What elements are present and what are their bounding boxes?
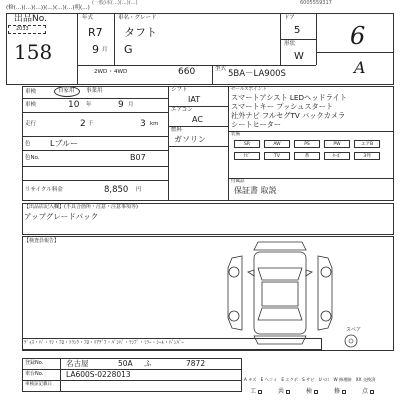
- sales-point-line4: シートヒーター: [231, 120, 282, 129]
- header-top-text: (一般)本(…)(…)(…): [92, 0, 138, 6]
- car-grade: G: [124, 43, 133, 56]
- equipment-chip: 革: [294, 152, 320, 160]
- color-code-label: 色No.: [25, 155, 40, 161]
- footer-box-label: 修: [334, 388, 341, 395]
- shape-label: 形状: [284, 41, 296, 47]
- header-top-right-number: 6005559317: [300, 0, 332, 6]
- interior-grade-value: A: [354, 58, 366, 77]
- registration-label2: 車台No.: [25, 371, 44, 377]
- year-era-value: R7: [88, 26, 103, 39]
- footer-checkbox: [286, 390, 290, 394]
- color-label: 色: [25, 141, 31, 147]
- drive-2wd: 2WD: [94, 69, 108, 75]
- year-label: 年式: [82, 15, 94, 21]
- year-month-unit: 月: [102, 47, 108, 53]
- inspection-year-unit: 年: [86, 102, 92, 108]
- mileage-value-a: 2: [80, 119, 86, 129]
- displacement-value: 660: [178, 67, 196, 77]
- mileage-unit-b: km: [150, 121, 159, 127]
- registration-chassis: LA600S-0228013: [66, 370, 131, 379]
- recycle-unit: 円: [136, 187, 142, 193]
- year-month-value: 9: [92, 43, 99, 56]
- color-value: Lブルー: [50, 139, 79, 148]
- sales-point-label: セールスポイント: [231, 87, 267, 92]
- fuel-value: ガソリン: [174, 135, 206, 144]
- doors-label: ドア: [284, 15, 295, 21]
- inspection-option-a: 自家用: [58, 88, 75, 94]
- equipment-chip: ﾀｰﾎﾞ: [324, 152, 350, 160]
- inspection-sub-label: 車検: [25, 102, 37, 108]
- footer-box-label: 共: [278, 388, 285, 395]
- fuel-label: 燃料: [171, 127, 183, 133]
- car-label: 車名・グレード: [118, 15, 157, 21]
- footer-checkbox: [370, 390, 374, 394]
- footer-checkbox: [342, 390, 346, 394]
- equipment-chip: 3列: [354, 152, 380, 160]
- model-label: 型式: [215, 66, 227, 72]
- footer-box-label: 点: [362, 388, 369, 395]
- score-value: 6: [350, 22, 366, 50]
- equipment-chip: ﾅﾋﾞ: [234, 152, 260, 160]
- spare-label: スペア: [346, 327, 362, 333]
- footer-box-label: 検: [306, 388, 313, 395]
- equipment-chip: PW: [324, 140, 350, 148]
- registration-area: 名古屋: [66, 359, 89, 368]
- footer-box-label: 工: [250, 388, 257, 395]
- equipment-chip: PS: [294, 140, 320, 148]
- color-code-value: B07: [130, 153, 146, 162]
- doors-value: 5: [294, 25, 301, 36]
- registration-class: 50A: [118, 359, 133, 368]
- drive-4wd: 4WD: [114, 69, 128, 75]
- equipment-chip: TV: [264, 152, 290, 160]
- equipment-chip: エアB: [354, 140, 380, 148]
- inspection-label: 車検: [25, 89, 37, 95]
- inspection-option-b: 事業用: [86, 88, 103, 94]
- car-name: タフト: [124, 26, 157, 39]
- lot-small-number: 2033: [16, 26, 29, 32]
- footer-checkbox: [258, 390, 262, 394]
- spare-tire-icon: [344, 334, 358, 348]
- inspection-year-value: 10: [68, 100, 80, 110]
- footer-legend: A キズ E ヘコミ E エクボ S サビ U ﾍｺﾐ W 修理跡 XX 交換済: [244, 377, 376, 382]
- aircon-label: エアコン: [171, 107, 193, 113]
- sales-point-line2: スマートキー プッシュスタート: [231, 102, 334, 111]
- shape-value: W: [294, 51, 304, 62]
- sales-point-line1: スマートアシスト LEDヘッドライト: [231, 93, 347, 102]
- inspection-month-unit: 月: [128, 102, 134, 108]
- damage-note: ﾃﾞｨｽ・ﾊﾞ・ﾗﾝ・ﾌﾛ・ﾄﾗﾝｸ・ﾌﾛ・ﾘｱﾃﾞﾌ・ﾊﾞﾝﾊﾟ・ﾗﾝﾌﾟ・ﾐﾗｰ・ｼｰﾙ・ﾊﾞﾝﾊﾟｰ: [24, 340, 185, 346]
- equipment-chip: SR: [234, 140, 260, 148]
- recycle-label: リサイクル料金: [25, 187, 63, 193]
- lot-small-box: [8, 25, 46, 34]
- mileage-label: 走行: [25, 121, 37, 127]
- registration-label3: 車検証記載日: [25, 382, 52, 387]
- inspection-month-value: 9: [118, 100, 124, 110]
- recycle-value: 8,850: [104, 185, 129, 195]
- inspector-label: 【検査員報告】: [24, 238, 60, 244]
- drive-separator: ・: [108, 69, 114, 75]
- shift-value: IAT: [188, 95, 201, 104]
- registration-number: 7872: [186, 359, 206, 368]
- footer-checkbox: [314, 390, 318, 394]
- header-second-line: (修(…)(…)(…))(…)(…)(…)明(…): [6, 5, 90, 11]
- equipment-chip: AW: [264, 140, 290, 148]
- registration-label1: 登録No.: [25, 360, 44, 366]
- accessories-label: 付属品: [231, 179, 245, 184]
- car-diagram: [220, 238, 340, 348]
- accessories-value: 保証書 取説: [234, 186, 277, 195]
- model-value: 5BA－LA900S: [228, 69, 286, 79]
- shift-label: シフト: [171, 87, 188, 93]
- lot-label: 出品No.: [14, 14, 47, 24]
- equipment-label: 装備: [231, 132, 240, 137]
- notes-value: アップグレードパック: [24, 212, 99, 221]
- sales-point-line3: 社外ナビ フルセグTV バックカメラ: [231, 111, 346, 120]
- mileage-value-b: 3: [140, 119, 146, 129]
- notes-label: 【出品店記入欄】(不具合箇所・注意・注意事項等): [24, 204, 138, 210]
- registration-kana: ふ: [144, 359, 152, 368]
- lot-number: 158: [14, 40, 53, 64]
- mileage-unit-a: 千: [88, 121, 94, 127]
- aircon-value: AC: [192, 115, 203, 124]
